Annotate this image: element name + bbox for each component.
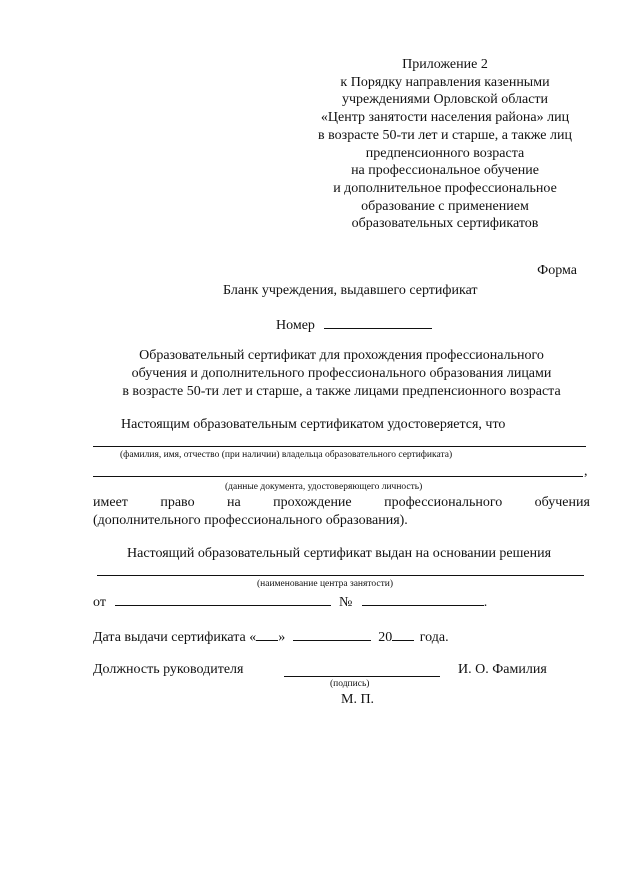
number-label: Номер: [276, 318, 315, 333]
right-word: имеет: [93, 495, 128, 510]
year-blank-line: [392, 628, 414, 641]
center-caption: (наименование центра занятости): [257, 579, 393, 589]
appendix-header: [300, 56, 590, 233]
certificate-title-line: обучения и дополнительного профессионального образования лицами: [131, 366, 552, 381]
signature-blank-line: [284, 676, 440, 677]
fio-caption: (фамилия, имя, отчество (при наличии) владельца образовательного сертификата): [120, 450, 453, 460]
document-blank-line: [93, 476, 583, 477]
certifies-text: Настоящим образовательным сертификатом удостоверяется, что: [121, 417, 506, 432]
appendix-line: и дополнительное профессиональное: [333, 180, 557, 196]
right-word: обучения: [534, 495, 590, 510]
appendix-line: на профессиональное обучение: [351, 163, 539, 179]
certificate-title-line: в возрасте 50-ти лет и старше, а также лицами предпенсионного возраста: [122, 384, 561, 399]
appendix-line: к Порядку направления казенными: [340, 74, 550, 90]
appendix-line: предпенсионного возраста: [365, 145, 525, 161]
decision-number-blank-line: [362, 593, 484, 606]
number-row: [276, 316, 432, 334]
fio-blank-line: [93, 446, 586, 447]
right-word: на: [227, 495, 241, 510]
issue-date-row: [93, 628, 449, 646]
document-caption: (данные документа, удостоверяющего личность): [225, 482, 423, 492]
signature-caption: (подпись): [330, 679, 370, 689]
right-word: право: [160, 495, 195, 510]
number-sign: №: [338, 595, 353, 610]
day-blank-line: [256, 628, 278, 641]
issue-date-suffix: года.: [419, 630, 449, 645]
appendix-line: учреждениями Орловской области: [341, 92, 549, 108]
right-word: прохождение: [273, 495, 352, 510]
position-label: Должность руководителя: [93, 662, 244, 677]
appendix-line: Приложение 2: [402, 57, 488, 72]
certificate-title-line: Образовательный сертификат для прохождения профессионального: [139, 348, 544, 363]
form-label: Форма: [537, 263, 577, 278]
issue-date-prefix: Дата выдачи сертификата «: [93, 630, 257, 645]
certificate-title: [93, 347, 590, 401]
issuer-blank-label: Бланк учреждения, выдавшего сертификат: [223, 283, 478, 298]
issue-date-century: 20: [378, 630, 393, 645]
period: .: [483, 595, 488, 610]
right-text-line-2: (дополнительного профессионального образования).: [93, 513, 408, 528]
issue-date-quote-close: »: [278, 630, 286, 645]
from-label: от: [93, 595, 106, 610]
basis-text: Настоящий образовательный сертификат выдан на основании решения: [127, 546, 552, 561]
month-blank-line: [293, 628, 371, 641]
comma: ,: [584, 464, 588, 479]
date-blank-line: [115, 593, 331, 606]
from-row: [93, 593, 487, 611]
appendix-line: «Центр занятости населения района» лиц: [320, 110, 570, 126]
appendix-line: в возрасте 50-ти лет и старше, а также лиц: [318, 127, 572, 143]
right-word: профессионального: [384, 495, 503, 510]
stamp-label: М. П.: [341, 692, 375, 707]
appendix-line: образование с применением: [361, 198, 529, 214]
right-text-line-1: [93, 494, 590, 511]
number-blank-line: [324, 316, 432, 329]
center-blank-line: [97, 575, 584, 576]
name-label: И. О. Фамилия: [458, 662, 547, 677]
appendix-line: образовательных сертификатов: [351, 216, 539, 232]
